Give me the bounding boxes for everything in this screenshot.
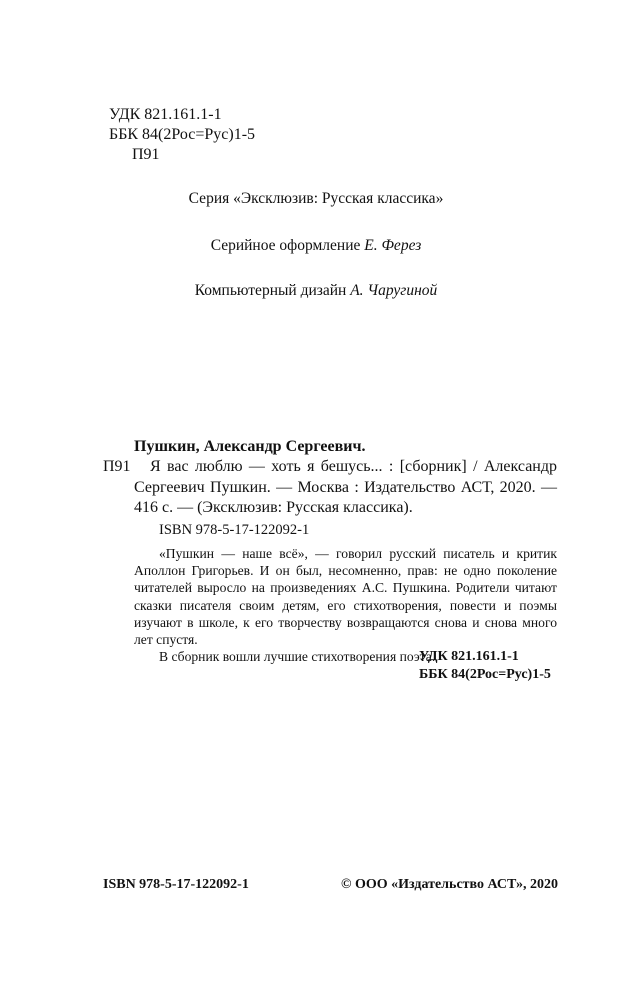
isbn-record: ISBN 978-5-17-122092-1 (159, 522, 310, 538)
footer-copyright: © ООО «Издательство АСТ», 2020 (340, 877, 558, 892)
series-line: Серия «Эксклюзив: Русская классика» (188, 190, 444, 207)
series-design-person: Е. Ферез (364, 237, 422, 254)
bibliographic-description-text: Я вас люблю — хоть я бешусь... : [сборник] / Александр Сергеевич Пушкин. — Москва : Издательство АСТ, 2020. — 416 с. — (Эксклюзив: Русская классика). (134, 458, 557, 516)
author-heading: Пушкин, Александр Сергеевич. (134, 438, 366, 455)
bbk-code-bottom: ББК 84(2Рос=Рус)1-5 (419, 667, 551, 682)
series-design-credit (0, 236, 632, 255)
bbk-code-top: ББК 84(2Рос=Рус)1-5 (109, 126, 256, 143)
author-mark-top: П91 (132, 146, 160, 163)
footer-isbn: ISBN 978-5-17-122092-1 (103, 877, 249, 892)
author-mark: П91 (103, 458, 131, 475)
bibliographic-description (134, 457, 557, 519)
udk-code-top: УДК 821.161.1-1 (109, 106, 222, 123)
computer-design-label: Компьютерный дизайн (194, 282, 347, 299)
annotation-paragraph: «Пушкин — наше всё», — говорил русский писатель и критик Аполлон Григорьев. И он был, несомненно, прав: не одно поколение читателей выросло на произведениях А.С. Пушкина. Родители читают сказки писателя своим детям, его стихотворения, повести и поэмы изучают в школе, к его творчеству возвращаются снова и снова много лет спустя. (134, 546, 557, 648)
series-design-label: Серийное оформление (210, 237, 361, 254)
annotation-paragraph: В сборник вошли лучшие стихотворения поэта. (159, 649, 436, 665)
computer-design-person: А. Чаругиной (350, 282, 438, 299)
computer-design-credit (0, 281, 632, 300)
udk-code-bottom: УДК 821.161.1-1 (419, 649, 519, 664)
